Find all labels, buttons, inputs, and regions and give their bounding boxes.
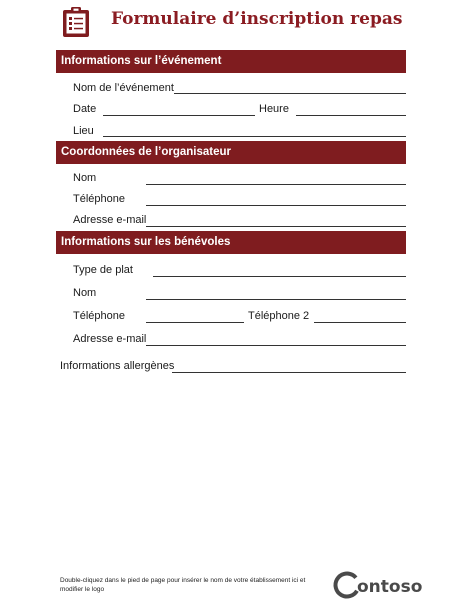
- event-name-label: Nom de l’événement: [73, 82, 174, 94]
- page-title: Formulaire d’inscription repas: [111, 9, 403, 29]
- event-name-field[interactable]: [174, 93, 406, 94]
- logo-wordmark: ontoso: [357, 577, 423, 597]
- organizer-email-label: Adresse e-mail: [73, 214, 147, 226]
- time-label: Heure: [259, 103, 289, 115]
- dish-type-field[interactable]: [153, 276, 406, 277]
- section-header-volunteers: Informations sur les bénévoles: [56, 231, 406, 254]
- organizer-phone-label: Téléphone: [73, 193, 125, 205]
- volunteer-phone-field[interactable]: [146, 322, 244, 323]
- organizer-name-label: Nom: [73, 172, 97, 184]
- footer-note: Double-cliquez dans le pied de page pour insérer le nom de votre établissement ici et modifier le logo: [60, 577, 306, 593]
- volunteer-name-field[interactable]: [146, 299, 406, 300]
- volunteer-phone-label: Téléphone: [73, 310, 125, 322]
- date-field[interactable]: [103, 115, 255, 116]
- allergens-label: Informations allergènes: [60, 360, 175, 372]
- volunteer-phone2-field[interactable]: [314, 322, 406, 323]
- volunteer-phone2-label: Téléphone 2: [248, 310, 310, 322]
- organizer-phone-field[interactable]: [146, 205, 406, 206]
- volunteer-email-label: Adresse e-mail: [73, 333, 147, 345]
- volunteer-name-label: Nom: [73, 287, 97, 299]
- volunteer-email-field[interactable]: [146, 345, 406, 346]
- organizer-name-field[interactable]: [146, 184, 406, 185]
- date-label: Date: [73, 103, 97, 115]
- section-header-organizer: Coordonnées de l’organisateur: [56, 141, 406, 164]
- time-field[interactable]: [296, 115, 406, 116]
- location-label: Lieu: [73, 125, 94, 137]
- contoso-logo: [333, 569, 423, 601]
- clipboard-icon: [61, 6, 91, 38]
- allergens-field[interactable]: [172, 372, 406, 373]
- dish-type-label: Type de plat: [73, 264, 133, 276]
- location-field[interactable]: [103, 136, 406, 137]
- organizer-email-field[interactable]: [146, 226, 406, 227]
- section-header-event: Informations sur l’événement: [56, 50, 406, 73]
